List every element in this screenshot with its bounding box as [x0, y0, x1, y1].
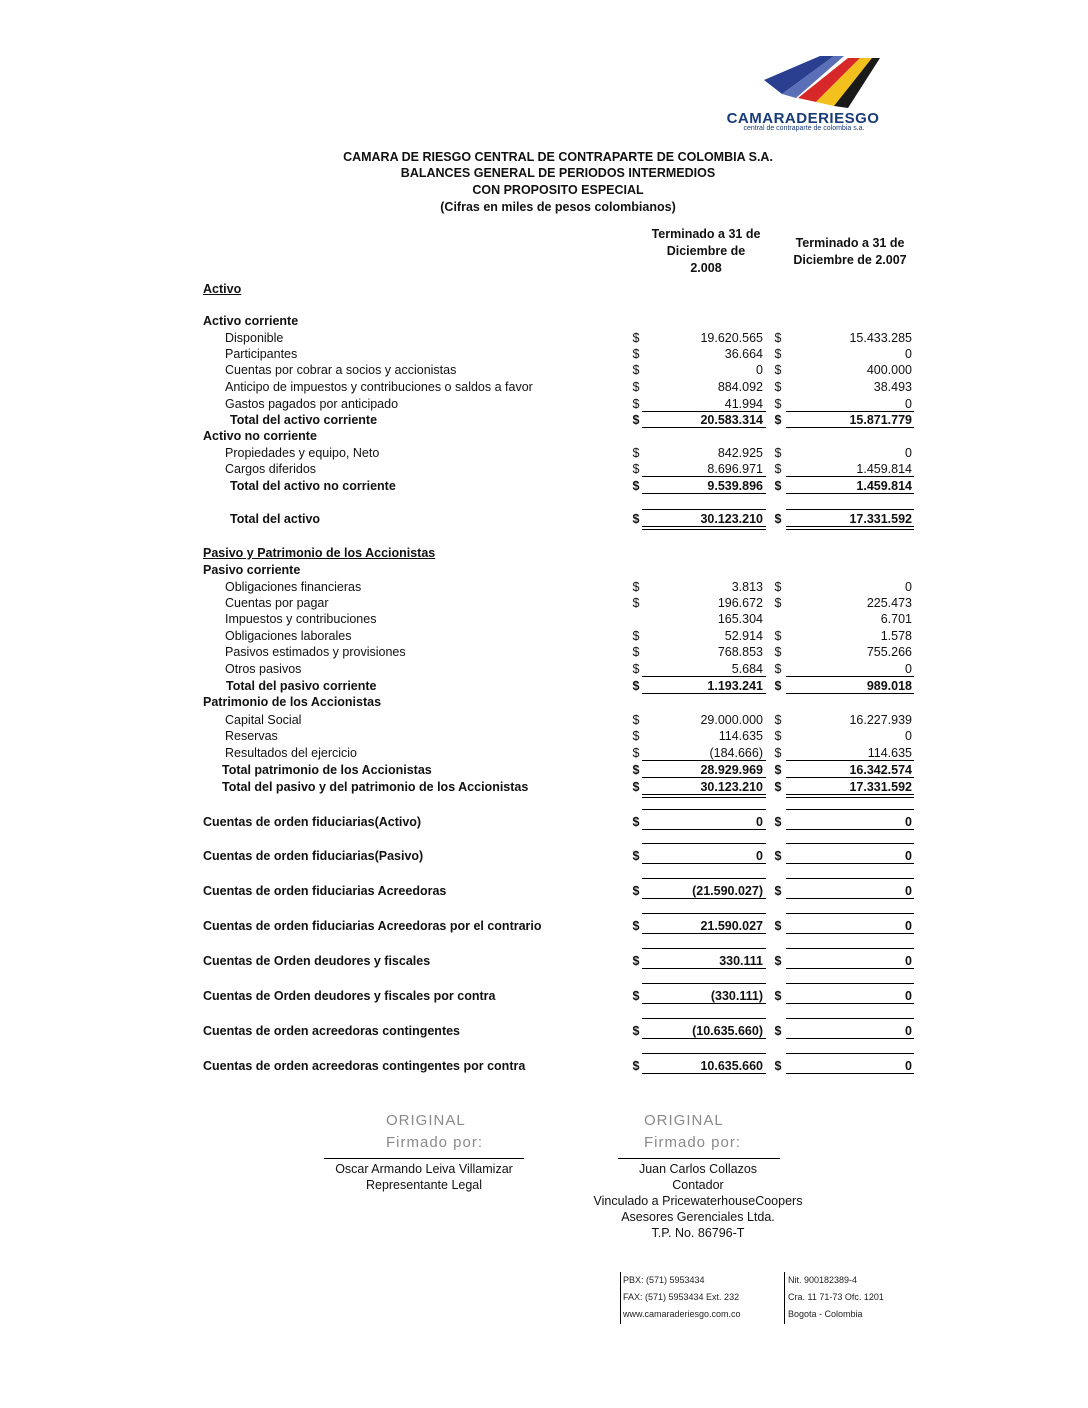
value-2007: 0	[905, 954, 912, 968]
signature-line-right	[618, 1158, 780, 1159]
row-label: Pasivo y Patrimonio de los Accionistas	[203, 546, 436, 560]
total-rule	[642, 1003, 766, 1004]
value-2008: 28.929.969	[700, 763, 763, 777]
currency-symbol: $	[632, 596, 640, 610]
row-label: Total del activo	[230, 512, 321, 526]
currency-symbol: $	[774, 849, 782, 863]
value-2007: 0	[905, 919, 912, 933]
balance-row	[0, 629, 1088, 645]
currency-symbol: $	[632, 713, 640, 727]
value-2007: 0	[905, 849, 912, 863]
row-label: Participantes	[225, 347, 298, 361]
total-rule	[786, 509, 914, 510]
balance-row	[0, 512, 1088, 528]
column-heading-line: Diciembre de	[666, 244, 746, 258]
value-2008: 768.853	[717, 645, 763, 659]
value-2008: 9.539.896	[707, 479, 763, 493]
signatory-role: Contador	[672, 1178, 724, 1192]
currency-symbol: $	[632, 629, 640, 643]
balance-row	[0, 380, 1088, 396]
balance-row	[0, 397, 1088, 413]
total-rule	[642, 968, 766, 969]
balance-row	[0, 763, 1088, 779]
total-rule	[642, 526, 766, 527]
balance-row	[0, 462, 1088, 478]
total-rule	[642, 529, 766, 530]
currency-symbol: $	[774, 446, 782, 460]
value-2007: 225.473	[866, 596, 912, 610]
value-2008: (21.590.027)	[692, 884, 763, 898]
footer-divider	[784, 1272, 785, 1324]
value-2008: 52.914	[724, 629, 763, 643]
row-label: Total del pasivo corriente	[226, 679, 377, 693]
total-rule	[786, 1003, 914, 1004]
value-2008: (10.635.660)	[692, 1024, 763, 1038]
balance-row	[0, 429, 1088, 445]
footer-city: Bogota - Colombia	[788, 1309, 863, 1319]
value-2008: 3.813	[731, 580, 763, 594]
logo-mark-icon	[760, 50, 890, 112]
currency-symbol: $	[632, 347, 640, 361]
logo-name: CAMARADERIESGO	[726, 110, 880, 127]
row-label: Obligaciones laborales	[225, 629, 352, 643]
value-2008: 0	[756, 849, 763, 863]
total-rule	[642, 948, 766, 949]
row-label: Cuentas de Orden deudores y fiscales	[203, 954, 431, 968]
currency-symbol: $	[774, 729, 782, 743]
total-rule	[786, 1073, 914, 1074]
balance-row	[0, 645, 1088, 661]
value-2007: 17.331.592	[849, 780, 912, 794]
value-2007: 0	[905, 446, 912, 460]
value-2007: 1.459.814	[856, 479, 912, 493]
currency-symbol: $	[774, 512, 782, 526]
total-rule	[642, 878, 766, 879]
currency-symbol: $	[774, 397, 782, 411]
total-rule	[786, 427, 914, 428]
value-2007: 17.331.592	[849, 512, 912, 526]
row-label: Cuentas de orden acreedoras contingentes por contra	[203, 1059, 526, 1073]
total-rule	[642, 1038, 766, 1039]
currency-symbol: $	[632, 380, 640, 394]
footer-divider	[620, 1272, 621, 1324]
total-rule	[642, 843, 766, 844]
value-2007: 0	[905, 989, 912, 1003]
stamp-original-text: ORIGINAL	[386, 1112, 466, 1129]
balance-row	[0, 919, 1088, 935]
balance-row	[0, 546, 1088, 562]
row-label: Cuentas de Orden deudores y fiscales por contra	[203, 989, 496, 1003]
value-2007: 0	[905, 662, 912, 676]
currency-symbol: $	[632, 919, 640, 933]
balance-row	[0, 1024, 1088, 1040]
total-rule	[642, 676, 766, 677]
currency-symbol: $	[632, 849, 640, 863]
balance-row	[0, 563, 1088, 579]
balance-row	[0, 815, 1088, 831]
currency-note: (Cifras en miles de pesos colombianos)	[440, 200, 676, 214]
footer-contact	[623, 1272, 741, 1323]
value-2008: 30.123.210	[700, 512, 763, 526]
value-2007: 16.342.574	[849, 763, 912, 777]
currency-symbol: $	[632, 954, 640, 968]
value-2007: 114.635	[867, 746, 912, 760]
value-2008: 0	[756, 363, 763, 377]
row-label: Capital Social	[225, 713, 302, 727]
balance-row	[0, 446, 1088, 462]
currency-symbol: $	[632, 580, 640, 594]
total-rule	[786, 529, 914, 530]
balance-row	[0, 363, 1088, 379]
total-rule	[786, 948, 914, 949]
signatory-affiliation: Vinculado a PricewaterhouseCoopers	[593, 1194, 803, 1208]
currency-symbol: $	[632, 397, 640, 411]
currency-symbol: $	[774, 954, 782, 968]
total-rule	[786, 968, 914, 969]
total-rule	[642, 493, 766, 494]
total-rule	[786, 676, 914, 677]
total-rule	[642, 1053, 766, 1054]
total-rule	[786, 476, 914, 477]
value-2007: 15.871.779	[849, 413, 912, 427]
total-rule	[642, 509, 766, 510]
footer-website: www.camaraderiesgo.com.co	[623, 1309, 741, 1319]
total-rule	[642, 797, 766, 798]
total-rule	[642, 794, 766, 795]
balance-row	[0, 729, 1088, 745]
row-label: Cuentas de orden acreedoras contingentes	[203, 1024, 461, 1038]
currency-symbol: $	[632, 331, 640, 345]
balance-row	[0, 1059, 1088, 1075]
row-label: Pasivo corriente	[203, 563, 301, 577]
column-heading-2008	[626, 226, 786, 277]
total-rule	[642, 777, 766, 778]
total-rule	[642, 411, 766, 412]
footer-street: Cra. 11 71-73 Ofc. 1201	[788, 1292, 884, 1302]
report-title: BALANCES GENERAL DE PERIODOS INTERMEDIOS	[400, 166, 716, 180]
value-2007: 1.578	[880, 629, 912, 643]
balance-row	[0, 596, 1088, 612]
total-rule	[642, 476, 766, 477]
currency-symbol: $	[774, 413, 782, 427]
value-2008: 8.696.971	[707, 462, 763, 476]
row-label: Cuentas de orden fiduciarias Acreedoras por el contrario	[203, 919, 542, 933]
currency-symbol: $	[774, 815, 782, 829]
currency-symbol: $	[774, 629, 782, 643]
currency-symbol: $	[632, 989, 640, 1003]
currency-symbol: $	[632, 1024, 640, 1038]
stamp-original-text: ORIGINAL	[644, 1112, 724, 1129]
signatory-right	[560, 1161, 836, 1241]
total-rule	[642, 898, 766, 899]
row-label: Cuentas de orden fiduciarias(Activo)	[203, 815, 422, 829]
currency-symbol: $	[632, 462, 640, 476]
balance-row	[0, 679, 1088, 695]
row-label: Obligaciones financieras	[225, 580, 362, 594]
value-2008: 10.635.660	[700, 1059, 763, 1073]
total-rule	[642, 933, 766, 934]
currency-symbol: $	[774, 884, 782, 898]
currency-symbol: $	[632, 662, 640, 676]
row-label: Gastos pagados por anticipado	[225, 397, 399, 411]
column-heading-line: Diciembre de 2.007	[793, 253, 907, 267]
signatory-name: Juan Carlos Collazos	[638, 1162, 758, 1176]
currency-symbol: $	[632, 746, 640, 760]
signatory-name: Oscar Armando Leiva Villamizar	[335, 1162, 513, 1176]
logo-tagline: central de contraparte de colombia s.a.	[743, 125, 865, 132]
total-rule	[642, 809, 766, 810]
total-rule	[786, 913, 914, 914]
column-heading-line: 2.008	[690, 261, 722, 275]
row-label: Total del pasivo y del patrimonio de los Accionistas	[222, 780, 529, 794]
signatory-left	[300, 1161, 548, 1193]
value-2008: 165.304	[717, 612, 763, 626]
balance-row	[0, 954, 1088, 970]
total-rule	[786, 526, 914, 527]
balance-row	[0, 662, 1088, 678]
value-2008: 196.672	[717, 596, 763, 610]
currency-symbol: $	[774, 1024, 782, 1038]
total-rule	[786, 843, 914, 844]
row-label: Cuentas de orden fiduciarias(Pasivo)	[203, 849, 424, 863]
company-logo	[714, 50, 894, 132]
row-label: Activo no corriente	[203, 429, 317, 443]
balance-row	[0, 713, 1088, 729]
value-2008: 29.000.000	[700, 713, 763, 727]
value-2008: 21.590.027	[700, 919, 763, 933]
currency-symbol: $	[774, 989, 782, 1003]
value-2007: 0	[905, 729, 912, 743]
balance-row	[0, 849, 1088, 865]
signature-stamp-right	[644, 1110, 741, 1154]
total-rule	[642, 913, 766, 914]
value-2008: 36.664	[724, 347, 763, 361]
currency-symbol: $	[774, 580, 782, 594]
value-2007: 400.000	[866, 363, 912, 377]
total-rule	[786, 1018, 914, 1019]
total-rule	[642, 760, 766, 761]
value-2008: 884.092	[717, 380, 763, 394]
total-rule	[642, 1018, 766, 1019]
currency-symbol: $	[774, 645, 782, 659]
currency-symbol: $	[632, 512, 640, 526]
value-2007: 38.493	[873, 380, 912, 394]
total-rule	[786, 809, 914, 810]
value-2008: 0	[756, 815, 763, 829]
balance-row	[0, 282, 1088, 298]
value-2008: 20.583.314	[700, 413, 763, 427]
row-label: Cuentas por cobrar a socios y accionistas	[225, 363, 457, 377]
signatory-affiliation: Asesores Gerenciales Ltda.	[621, 1210, 775, 1224]
total-rule	[786, 829, 914, 830]
total-rule	[786, 411, 914, 412]
total-rule	[642, 863, 766, 864]
value-2007: 755.266	[866, 645, 912, 659]
value-2008: 1.193.241	[707, 679, 763, 693]
currency-symbol: $	[632, 446, 640, 460]
column-heading-line: Terminado a 31 de	[651, 227, 761, 241]
footer-address	[788, 1272, 884, 1323]
total-rule	[642, 427, 766, 428]
column-heading-line: Terminado a 31 de	[795, 236, 905, 250]
value-2008: 19.620.565	[700, 331, 763, 345]
currency-symbol: $	[774, 763, 782, 777]
row-label: Total del activo corriente	[230, 413, 378, 427]
total-rule	[786, 493, 914, 494]
value-2007: 6.701	[880, 612, 912, 626]
currency-symbol: $	[632, 679, 640, 693]
total-rule	[786, 693, 914, 694]
total-rule	[786, 1053, 914, 1054]
currency-symbol: $	[774, 1059, 782, 1073]
row-label: Patrimonio de los Accionistas	[203, 695, 382, 709]
value-2007: 0	[905, 1059, 912, 1073]
currency-symbol: $	[774, 596, 782, 610]
total-rule	[786, 797, 914, 798]
currency-symbol: $	[632, 413, 640, 427]
total-rule	[642, 983, 766, 984]
balance-row	[0, 780, 1088, 796]
value-2007: 0	[905, 347, 912, 361]
total-rule	[786, 760, 914, 761]
total-rule	[786, 933, 914, 934]
footer-nit: Nit. 900182389-4	[788, 1275, 858, 1285]
balance-row	[0, 314, 1088, 330]
signatory-role: Representante Legal	[365, 1178, 483, 1192]
currency-symbol: $	[632, 763, 640, 777]
value-2008: 330.111	[719, 954, 763, 968]
total-rule	[786, 983, 914, 984]
total-rule	[786, 777, 914, 778]
total-rule	[642, 1073, 766, 1074]
currency-symbol: $	[774, 331, 782, 345]
currency-symbol: $	[632, 1059, 640, 1073]
currency-symbol: $	[774, 919, 782, 933]
currency-symbol: $	[632, 815, 640, 829]
row-label: Propiedades y equipo, Neto	[225, 446, 380, 460]
balance-row	[0, 331, 1088, 347]
balance-row	[0, 989, 1088, 1005]
currency-symbol: $	[632, 884, 640, 898]
balance-row	[0, 580, 1088, 596]
value-2007: 15.433.285	[849, 331, 912, 345]
value-2007: 0	[905, 815, 912, 829]
currency-symbol: $	[632, 479, 640, 493]
balance-row	[0, 884, 1088, 900]
row-label: Otros pasivos	[225, 662, 302, 676]
value-2007: 16.227.939	[849, 713, 912, 727]
currency-symbol: $	[774, 746, 782, 760]
currency-symbol: $	[774, 347, 782, 361]
value-2008: 30.123.210	[700, 780, 763, 794]
row-label: Total del activo no corriente	[230, 479, 396, 493]
row-label: Cuentas por pagar	[225, 596, 329, 610]
value-2007: 989.018	[866, 679, 912, 693]
report-subtitle: CON PROPOSITO ESPECIAL	[472, 183, 644, 197]
currency-symbol: $	[774, 662, 782, 676]
currency-symbol: $	[774, 380, 782, 394]
currency-symbol: $	[774, 363, 782, 377]
currency-symbol: $	[774, 462, 782, 476]
currency-symbol: $	[774, 780, 782, 794]
total-rule	[786, 863, 914, 864]
total-rule	[786, 794, 914, 795]
currency-symbol: $	[774, 479, 782, 493]
column-heading-2007	[776, 235, 924, 269]
currency-symbol: $	[632, 729, 640, 743]
company-title: CAMARA DE RIESGO CENTRAL DE CONTRAPARTE DE COLOMBIA S.A.	[343, 150, 773, 164]
value-2007: 1.459.814	[856, 462, 912, 476]
value-2008: 41.994	[724, 397, 763, 411]
total-rule	[642, 829, 766, 830]
balance-row	[0, 746, 1088, 762]
value-2008: 5.684	[731, 662, 763, 676]
total-rule	[786, 878, 914, 879]
stamp-signed-by-text: Firmado por:	[644, 1134, 742, 1151]
row-label: Disponible	[225, 331, 284, 345]
currency-symbol: $	[632, 645, 640, 659]
value-2007: 0	[905, 1024, 912, 1038]
value-2008: (184.666)	[709, 746, 763, 760]
row-label: Impuestos y contribuciones	[225, 612, 377, 626]
currency-symbol: $	[774, 679, 782, 693]
footer-phone: PBX: (571) 5953434	[623, 1275, 705, 1285]
row-label: Anticipo de impuestos y contribuciones o saldos a favor	[225, 380, 533, 394]
signature-line-left	[324, 1158, 524, 1159]
currency-symbol: $	[774, 713, 782, 727]
balance-row	[0, 612, 1088, 628]
stamp-signed-by-text: Firmado por:	[386, 1134, 484, 1151]
row-label: Activo	[203, 282, 242, 296]
footer-fax: FAX: (571) 5953434 Ext. 232	[623, 1292, 740, 1302]
value-2008: 842.925	[717, 446, 763, 460]
currency-symbol: $	[632, 363, 640, 377]
value-2008: (330.111)	[710, 989, 763, 1003]
signature-stamp-left	[386, 1110, 483, 1154]
total-rule	[786, 1038, 914, 1039]
row-label: Cuentas de orden fiduciarias Acreedoras	[203, 884, 447, 898]
balance-row	[0, 479, 1088, 495]
currency-symbol: $	[632, 780, 640, 794]
total-rule	[642, 693, 766, 694]
value-2007: 0	[905, 397, 912, 411]
balance-row	[0, 347, 1088, 363]
value-2008: 114.635	[718, 729, 763, 743]
row-label: Pasivos estimados y provisiones	[225, 645, 406, 659]
balance-row	[0, 413, 1088, 429]
row-label: Cargos diferidos	[225, 462, 317, 476]
row-label: Activo corriente	[203, 314, 299, 328]
row-label: Total patrimonio de los Accionistas	[222, 763, 432, 777]
value-2007: 0	[905, 580, 912, 594]
signatory-license: T.P. No. 86796-T	[651, 1226, 745, 1240]
row-label: Resultados del ejercicio	[225, 746, 358, 760]
value-2007: 0	[905, 884, 912, 898]
row-label: Reservas	[225, 729, 278, 743]
total-rule	[786, 898, 914, 899]
balance-row	[0, 695, 1088, 711]
